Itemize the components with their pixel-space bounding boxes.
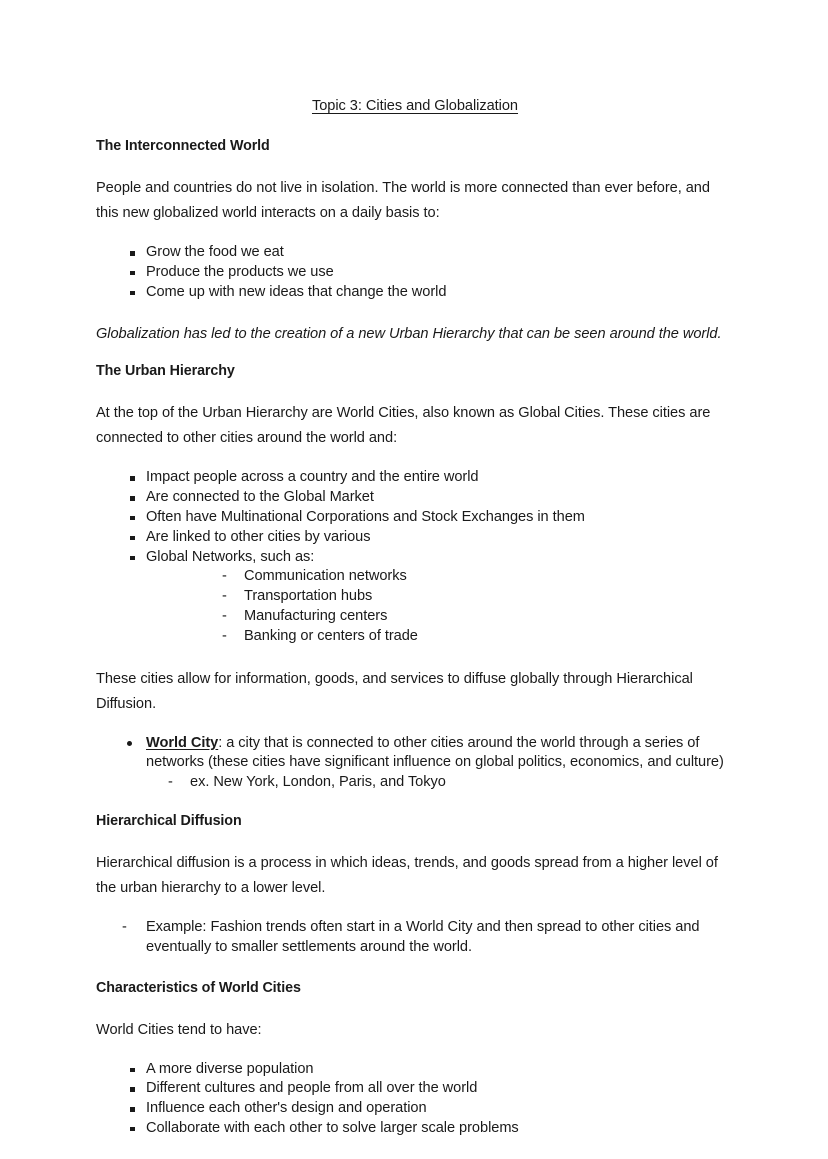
- definition-term-world-city: World City: [146, 734, 219, 751]
- list-item: Grow the food we eat: [96, 243, 734, 263]
- section-paragraph-interconnected-world: People and countries do not live in isolation. The world is more connected than ever before, and this new globalized world interacts on a daily basis to:: [96, 180, 710, 221]
- list-item: Collaborate with each other to solve larger scale problems: [96, 1119, 734, 1139]
- section-paragraph-characteristics: World Cities tend to have:: [96, 1021, 262, 1038]
- bullet-list-world-city-characteristics: [96, 1060, 734, 1139]
- list-item: Influence each other's design and operation: [96, 1099, 734, 1119]
- list-item-label: Global Networks, such as:: [146, 548, 315, 565]
- dash-list-diffusion-example: [96, 918, 734, 958]
- section-paragraph-urban-hierarchy: At the top of the Urban Hierarchy are World Cities, also known as Global Cities. These cities are connected to other cities around the world and:: [96, 405, 711, 447]
- list-item: - Communication networks: [146, 567, 734, 587]
- list-item: A more diverse population: [96, 1060, 734, 1080]
- section-heading-hierarchical-diffusion: Hierarchical Diffusion: [96, 812, 242, 829]
- list-item: Are connected to the Global Market: [96, 488, 734, 508]
- italic-note-globalization: Globalization has led to the creation of a new Urban Hierarchy that can be seen around the world.: [96, 326, 722, 343]
- bullet-list-world-cities-traits: [96, 468, 734, 646]
- list-item: - Banking or centers of trade: [146, 627, 734, 647]
- section-heading-urban-hierarchy: The Urban Hierarchy: [96, 363, 235, 380]
- document-title-text: Topic 3: Cities and Globalization: [311, 98, 519, 114]
- section-heading-characteristics-world-cities: Characteristics of World Cities: [96, 979, 301, 996]
- list-item: Produce the products we use: [96, 263, 734, 283]
- document-title: [96, 96, 734, 116]
- list-item: Impact people across a country and the entire world: [96, 468, 734, 488]
- list-item-definition: [96, 734, 734, 793]
- paragraph-hierarchical-diffusion-intro: These cities allow for information, goods, and services to diffuse globally through Hierarchical Diffusion.: [96, 670, 693, 712]
- list-item: Come up with new ideas that change the world: [96, 283, 734, 303]
- list-item: - Transportation hubs: [146, 587, 734, 607]
- section-heading-interconnected-world: The Interconnected World: [96, 138, 270, 154]
- section-paragraph-hierarchical-diffusion: Hierarchical diffusion is a process in which ideas, trends, and goods spread from a higher level of the urban hierarchy to a lower level.: [96, 854, 718, 896]
- list-item: - ex. New York, London, Paris, and Tokyo: [146, 773, 734, 793]
- definition-list-world-city: [96, 734, 734, 793]
- list-item: - Manufacturing centers: [146, 607, 734, 627]
- sub-bullet-list-global-networks: [146, 567, 734, 646]
- list-item: Often have Multinational Corporations and Stock Exchanges in them: [96, 508, 734, 528]
- list-item: Different cultures and people from all over the world: [96, 1079, 734, 1099]
- document-body: [96, 96, 734, 1159]
- bullet-list-daily-basis: [96, 243, 734, 302]
- list-item: [96, 548, 734, 647]
- list-item: Are linked to other cities by various: [96, 528, 734, 548]
- sub-bullet-list-world-city-examples: [146, 773, 734, 793]
- list-item: - Example: Fashion trends often start in a World City and then spread to other cities and eventually to smaller settlements around the world.: [96, 918, 734, 958]
- definition-body-world-city: : a city that is connected to other cities around the world through a series of networks (these cities have significant influence on global politics, economics, and culture): [146, 734, 724, 771]
